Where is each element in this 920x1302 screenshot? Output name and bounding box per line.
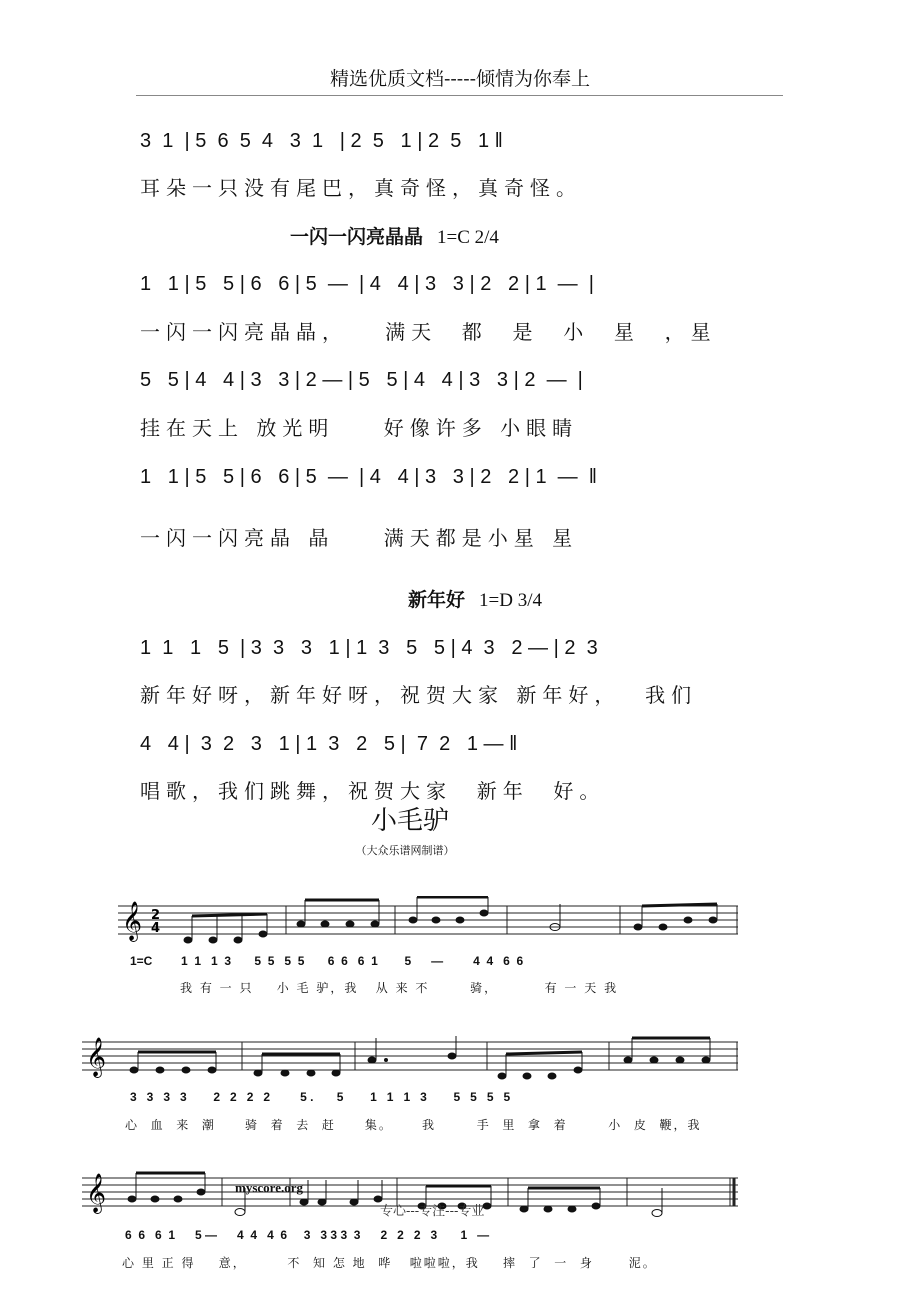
song4-numbers-3: 6 6 6 1 5 — 4 4 4 6 3 3 3 3 3 2 2 2 3 1 —: [125, 1228, 490, 1242]
treble-clef-icon: 𝄞: [86, 1037, 107, 1077]
staff-row-2: [82, 1032, 738, 1088]
song2-title-text: 一闪一闪亮晶晶: [290, 226, 424, 248]
watermark-slogan: 专心---专注---专业: [380, 1204, 485, 1219]
staff-row-1: [118, 896, 738, 946]
song2-lyrics-2: 挂在天上 放光明 好像许多 小眼睛: [140, 416, 579, 440]
header-rule: [136, 95, 783, 96]
page-header: 精选优质文档-----倾情为你奉上: [329, 68, 591, 90]
song4-title: 小毛驴: [370, 806, 449, 836]
treble-clef-icon: 𝄞: [86, 1173, 107, 1213]
treble-clef-icon: 𝄞: [122, 901, 143, 941]
song1-notes: 3 1 | 5 6 5 4 3 1 | 2 5 1 | 2 5 1 ‖: [140, 130, 503, 152]
song2-lyrics-3: 一闪一闪亮晶 晶 满天都是小星 星: [140, 526, 579, 550]
song2-notes-2: 5 5 | 4 4 | 3 3 | 2 — | 5 5 | 4 4 | 3 3 | 2 — |: [140, 369, 583, 391]
song2-lyrics-1: 一闪一闪亮晶晶， 满天 都 是 小 星 ，星: [140, 320, 717, 344]
song1-lyrics: 耳朵一只没有尾巴，真奇怪，真奇怪。: [140, 176, 582, 200]
song3-title-text: 新年好: [408, 589, 466, 611]
song2-notes-3: 1 1 | 5 5 | 6 6 | 5 — | 4 4 | 3 3 | 2 2 | 1 — ‖: [140, 466, 598, 488]
song3-notes-1: 1 1 1 5 | 3 3 3 1 | 1 3 5 5 | 4 3 2 — | 2 3: [140, 637, 598, 659]
song4-lyrics-1: 我 有 一 只 小 毛 驴，我 从 来 不 骑， 有 一 天 我: [180, 981, 619, 995]
song3-notes-2: 4 4 | 3 2 3 1 | 1 3 2 5 | 7 2 1 — ‖: [140, 733, 518, 755]
song3-lyrics-1: 新年好呀，新年好呀，祝贺大家 新年好， 我们: [140, 683, 698, 707]
song4-numbers-1: 1 1 1 3 5 5 5 5 6 6 6 1 5 — 4 4 6 6: [181, 954, 524, 968]
song4-lyrics-2: 心 血 来 潮 骑 着 去 赶 集。 我 手 里 拿 着 小 皮 鞭，我: [125, 1118, 702, 1132]
song2-title: [290, 222, 499, 249]
song2-notes-1: 1 1 | 5 5 | 6 6 | 5 — | 4 4 | 3 3 | 2 2 | 1 — |: [140, 273, 594, 295]
song3-title: [408, 585, 542, 612]
song4-subtitle: （大众乐谱网制谱）: [355, 844, 455, 857]
song4-numbers-2: 3 3 3 3 2 2 2 2 5 . 5 1 1 1 3 5 5 5 5: [130, 1090, 511, 1104]
song3-key: 1=D 3/4: [479, 590, 542, 611]
song4-lyrics-3: 心 里 正 得 意， 不 知 怎 地 哗 啦啦啦，我 摔 了 一 身 泥。: [122, 1256, 657, 1270]
song4-key: 1=C: [130, 954, 153, 968]
song3-lyrics-2: 唱歌，我们跳舞，祝贺大家 新年 好。: [140, 779, 606, 803]
watermark: myscore.org: [235, 1180, 303, 1195]
svg-text:2: 2: [151, 908, 161, 923]
svg-text:4: 4: [151, 921, 161, 936]
song2-key: 1=C 2/4: [437, 227, 499, 248]
